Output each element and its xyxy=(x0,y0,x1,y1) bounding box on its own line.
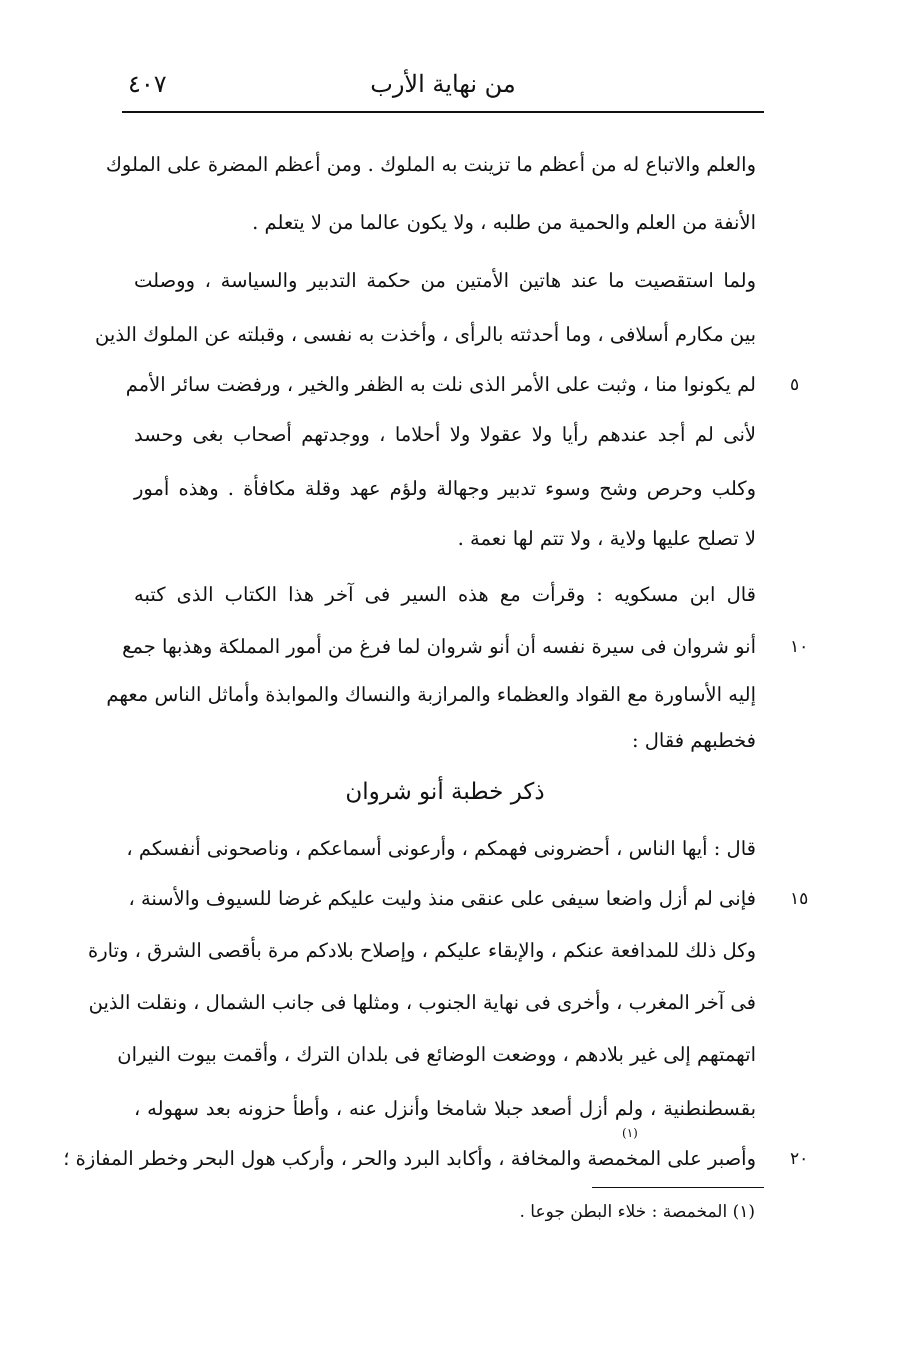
text-line-17: اتهمتهم إلى غير بلادهم ، ووضعت الوضائع فى بلدان الترك ، وأقمت بيوت النيران xyxy=(117,1043,756,1066)
text-line-18: بقسطنطنية ، ولم أزل أصعد جبلا شامخا وأنزل عنه ، وأطأ حزونه بعد سهوله ، xyxy=(134,1097,756,1120)
header-rule xyxy=(122,111,764,113)
line-number-10: ١٠ xyxy=(790,637,809,657)
header-title: من نهاية الأرب xyxy=(370,70,516,98)
text-line-8: لا تصلح عليها ولاية ، ولا تتم لها نعمة . xyxy=(457,527,756,550)
text-line-4: بين مكارم أسلافى ، وما أحدثته بالرأى ، وأخذت به نفسى ، وقبلته عن الملوك الذين xyxy=(95,323,756,346)
text-line-10: أنو شروان فى سيرة نفسه أن أنو شروان لما فرغ من أمور المملكة وهذبها جمع xyxy=(122,635,756,658)
text-line-15: وكل ذلك للمدافعة عنكم ، والإبقاء عليكم ، وإصلاح بلادكم مرة بأقصى الشرق ، وتارة xyxy=(88,939,756,962)
text-line-19: وأصبر على المخمصة والمخافة ، وأكابد البرد والحر ، وأركب هول البحر وخطر المفازة ؛ xyxy=(63,1147,756,1170)
running-header xyxy=(122,66,764,106)
text-line-16: فى آخر المغرب ، وأخرى فى نهاية الجنوب ، ومثلها فى جانب الشمال ، ونقلت الذين xyxy=(88,991,756,1014)
text-line-3: ولما استقصيت ما عند هاتين الأمتين من حكمة التدبير والسياسة ، ووصلت xyxy=(134,269,756,292)
text-line-13: قال : أيها الناس ، أحضرونى فهمكم ، وأرعونى أسماعكم ، وناصحونى أنفسكم ، xyxy=(126,837,756,860)
line-number-5: ٥ xyxy=(790,375,800,395)
page-number: ٤٠٧ xyxy=(128,70,167,98)
text-line-14: فإنى لم أزل واضعا سيفى على عنقى منذ وليت عليكم غرضا للسيوف والأسنة ، xyxy=(128,887,756,910)
text-line-6: لأنى لم أجد عندهم رأيا ولا عقولا ولا أحلاما ، ووجدتهم أصحاب بغى وحسد xyxy=(134,423,756,446)
footnote-rule xyxy=(592,1187,764,1188)
text-line-9: قال ابن مسكويه : وقرأت مع هذه السير فى آخر هذا الكتاب الذى كتبه xyxy=(134,583,756,606)
text-line-11: إليه الأساورة مع القواد والعظماء والمرازبة والنساك والموابذة وأماثل الناس معهم xyxy=(106,683,756,706)
text-line-5: لم يكونوا منا ، وثبت على الأمر الذى نلت به الظفر والخير ، ورفضت سائر الأمم xyxy=(125,373,756,396)
section-heading: ذكر خطبة أنو شروان xyxy=(345,779,545,805)
text-line-2: الأنفة من العلم والحمية من طلبه ، ولا يكون عالما من لا يتعلم . xyxy=(252,211,756,234)
text-line-12: فخطبهم فقال : xyxy=(631,729,756,752)
line-number-15: ١٥ xyxy=(790,889,809,909)
text-line-7: وكلب وحرص وشح وسوء تدبير وجهالة ولؤم عهد وقلة مكافأة . وهذه أمور xyxy=(134,477,756,500)
line-number-20: ٢٠ xyxy=(790,1149,809,1169)
footnote: (١) المخمصة : خلاء البطن جوعا . xyxy=(519,1202,755,1222)
text-line-1: والعلم والاتباع له من أعظم ما تزينت به الملوك . ومن أعظم المضرة على الملوك xyxy=(105,153,756,176)
footnote-marker: (١) xyxy=(622,1126,638,1140)
